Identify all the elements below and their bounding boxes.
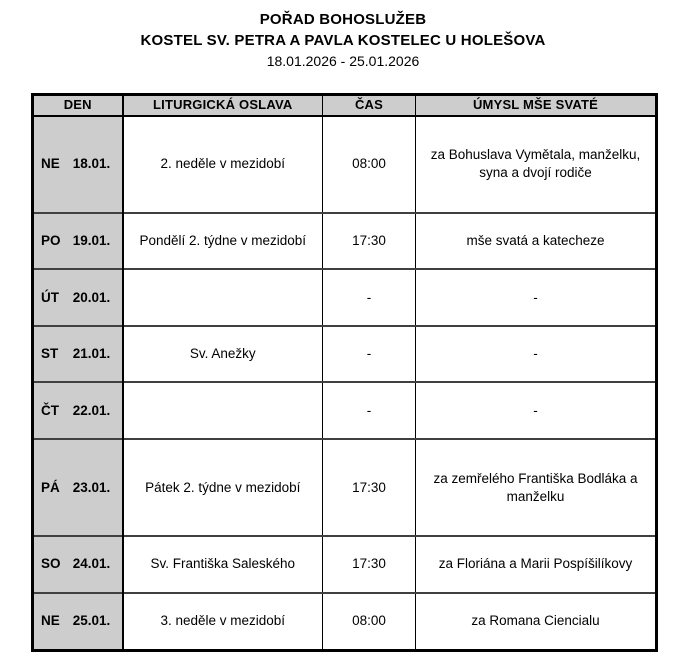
day-date: 19.01.	[72, 233, 111, 249]
day-abbreviation: PO	[41, 233, 61, 249]
intention-cell: za Romana Ciencialu	[416, 593, 657, 651]
day-date: 22.01.	[72, 402, 111, 418]
time-cell: 17:30	[323, 213, 416, 269]
day-abbreviation: ST	[41, 346, 59, 362]
intention-cell: -	[416, 382, 657, 438]
celebration-cell: Pondělí 2. týdne v mezidobí	[123, 213, 323, 269]
day-abbreviation: PÁ	[41, 479, 60, 495]
date-range: 18.01.2026 - 25.01.2026	[266, 53, 420, 69]
day-abbreviation: SO	[41, 556, 61, 572]
table-row	[33, 213, 657, 269]
table-row	[33, 593, 657, 651]
intention-cell: -	[416, 326, 657, 382]
column-header-time: ČAS	[323, 95, 416, 116]
day-date: 21.01.	[72, 346, 111, 362]
header-row	[33, 95, 657, 116]
intention-cell: -	[416, 269, 657, 325]
time-cell: 17:30	[323, 536, 416, 592]
schedule-table	[31, 93, 658, 652]
church-name: KOSTEL SV. PETRA A PAVLA KOSTELEC U HOLEŠOVA	[140, 32, 546, 49]
day-cell	[33, 116, 123, 214]
day-date: 25.01.	[72, 613, 111, 629]
intention-cell: za zemřelého Františka Bodláka a manželku	[416, 439, 657, 537]
day-cell	[33, 326, 123, 382]
day-cell	[33, 439, 123, 537]
page-header	[0, 0, 686, 72]
intention-cell: mše svatá a katecheze	[416, 213, 657, 269]
day-cell	[33, 269, 123, 325]
celebration-cell: Sv. Františka Saleského	[123, 536, 323, 592]
day-cell	[33, 593, 123, 651]
celebration-cell: Pátek 2. týdne v mezidobí	[123, 439, 323, 537]
column-header-day: DEN	[33, 95, 123, 116]
celebration-cell	[123, 269, 323, 325]
table-row	[33, 382, 657, 438]
day-date: 18.01.	[72, 156, 111, 172]
column-header-celebration: LITURGICKÁ OSLAVA	[123, 95, 323, 116]
intention-cell: za Bohuslava Vymětala, manželku, syna a dvojí rodiče	[430, 147, 641, 181]
day-date: 20.01.	[72, 289, 111, 305]
time-cell: -	[323, 269, 416, 325]
celebration-cell	[123, 382, 323, 438]
time-cell: 08:00	[323, 593, 416, 651]
celebration-cell: Sv. Anežky	[123, 326, 323, 382]
celebration-cell: 2. neděle v mezidobí	[123, 116, 323, 214]
time-cell: -	[323, 326, 416, 382]
day-date: 24.01.	[72, 556, 111, 572]
table-row	[33, 269, 657, 325]
day-abbreviation: NE	[41, 613, 60, 629]
page-title: POŘAD BOHOSLUŽEB	[259, 11, 427, 28]
time-cell: 08:00	[323, 116, 416, 214]
intention-cell: za Floriána a Marii Pospíšilíkovy	[416, 536, 657, 592]
column-header-intention: ÚMYSL MŠE SVATÉ	[416, 95, 657, 116]
day-abbreviation: ČT	[41, 402, 59, 418]
time-cell: 17:30	[323, 439, 416, 537]
celebration-cell: 3. neděle v mezidobí	[123, 593, 323, 651]
table-row	[33, 536, 657, 592]
day-abbreviation: ÚT	[41, 289, 59, 305]
time-cell: -	[323, 382, 416, 438]
table-row	[33, 439, 657, 537]
day-abbreviation: NE	[41, 156, 60, 172]
day-date: 23.01.	[72, 479, 111, 495]
day-cell	[33, 536, 123, 592]
table-row	[33, 326, 657, 382]
table-row	[33, 116, 657, 214]
day-cell	[33, 382, 123, 438]
day-cell	[33, 213, 123, 269]
